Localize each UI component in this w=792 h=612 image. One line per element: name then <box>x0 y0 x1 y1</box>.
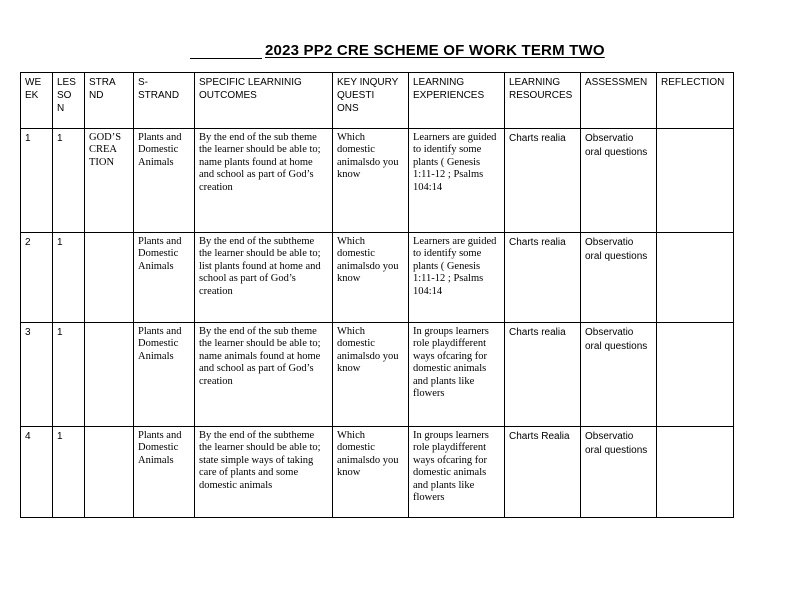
cell-lesson: 1 <box>53 129 85 233</box>
cell-outcomes: By the end of the sub theme the learner should be able to; name plants found at home and school as part of God’s creation <box>195 129 333 233</box>
cell-reflection <box>657 427 734 518</box>
header-reflection: REFLECTION <box>657 73 734 129</box>
cell-strand <box>85 323 134 427</box>
cell-reflection <box>657 233 734 323</box>
table-row <box>21 129 734 233</box>
cell-resources: Charts realia <box>505 233 581 323</box>
cell-experiences: Learners are guided to identify some plants ( Genesis 1:11-12 ; Psalms 104:14 <box>409 233 505 323</box>
cell-strand: GOD’S CREA TION <box>85 129 134 233</box>
page-title: 2023 PP2 CRE SCHEME OF WORK TERM TWO <box>265 42 605 59</box>
cell-assessment: Observatio oral questions <box>581 129 657 233</box>
cell-lesson: 1 <box>53 323 85 427</box>
cell-strand <box>85 233 134 323</box>
cell-inquiry: Which domestic animalsdo you know <box>333 323 409 427</box>
header-week: WE EK <box>21 73 53 129</box>
cell-outcomes: By the end of the subtheme the learner should be able to; state simple ways of taking care of plants and some domestic animals <box>195 427 333 518</box>
cell-sub-strand: Plants and Domestic Animals <box>134 427 195 518</box>
cell-lesson: 1 <box>53 427 85 518</box>
cell-sub-strand: Plants and Domestic Animals <box>134 233 195 323</box>
cell-assessment: Observatio oral questions <box>581 323 657 427</box>
cell-resources: Charts Realia <box>505 427 581 518</box>
header-inquiry: KEY INQURY QUESTI ONS <box>333 73 409 129</box>
cell-lesson: 1 <box>53 233 85 323</box>
cell-strand <box>85 427 134 518</box>
header-lesson: LES SO N <box>53 73 85 129</box>
cell-outcomes: By the end of the sub theme the learner should be able to; name animals found at home and school as part of God’s creation <box>195 323 333 427</box>
header-outcomes: SPECIFIC LEARNINIG OUTCOMES <box>195 73 333 129</box>
header-resources: LEARNING RESOURCES <box>505 73 581 129</box>
header-strand: STRA ND <box>85 73 134 129</box>
document-title-block <box>190 42 610 62</box>
cell-week: 1 <box>21 129 53 233</box>
cell-experiences: In groups learners role playdifferent ways ofcaring for domestic animals and plants like flowers <box>409 323 505 427</box>
cell-reflection <box>657 323 734 427</box>
cell-inquiry: Which domestic animalsdo you know <box>333 427 409 518</box>
header-experiences: LEARNING EXPERIENCES <box>409 73 505 129</box>
cell-sub-strand: Plants and Domestic Animals <box>134 323 195 427</box>
table-row <box>21 427 734 518</box>
cell-assessment: Observatio oral questions <box>581 233 657 323</box>
cell-inquiry: Which domestic animalsdo you know <box>333 233 409 323</box>
header-sub-strand: S- STRAND <box>134 73 195 129</box>
table-row <box>21 233 734 323</box>
cell-resources: Charts realia <box>505 129 581 233</box>
cell-experiences: Learners are guided to identify some plants ( Genesis 1:11-12 ; Psalms 104:14 <box>409 129 505 233</box>
scheme-of-work-table <box>20 72 734 518</box>
cell-outcomes: By the end of the subtheme the learner should be able to; list plants found at home and school as part of God’s creation <box>195 233 333 323</box>
cell-week: 2 <box>21 233 53 323</box>
cell-experiences: In groups learners role playdifferent ways ofcaring for domestic animals and plants like flowers <box>409 427 505 518</box>
cell-week: 3 <box>21 323 53 427</box>
cell-reflection <box>657 129 734 233</box>
cell-sub-strand: Plants and Domestic Animals <box>134 129 195 233</box>
title-underline-rule <box>190 58 262 59</box>
cell-assessment: Observatio oral questions <box>581 427 657 518</box>
cell-week: 4 <box>21 427 53 518</box>
header-assessment: ASSESSMEN <box>581 73 657 129</box>
cell-resources: Charts realia <box>505 323 581 427</box>
cell-inquiry: Which domestic animalsdo you know <box>333 129 409 233</box>
table-row <box>21 323 734 427</box>
table-header-row <box>21 73 734 129</box>
